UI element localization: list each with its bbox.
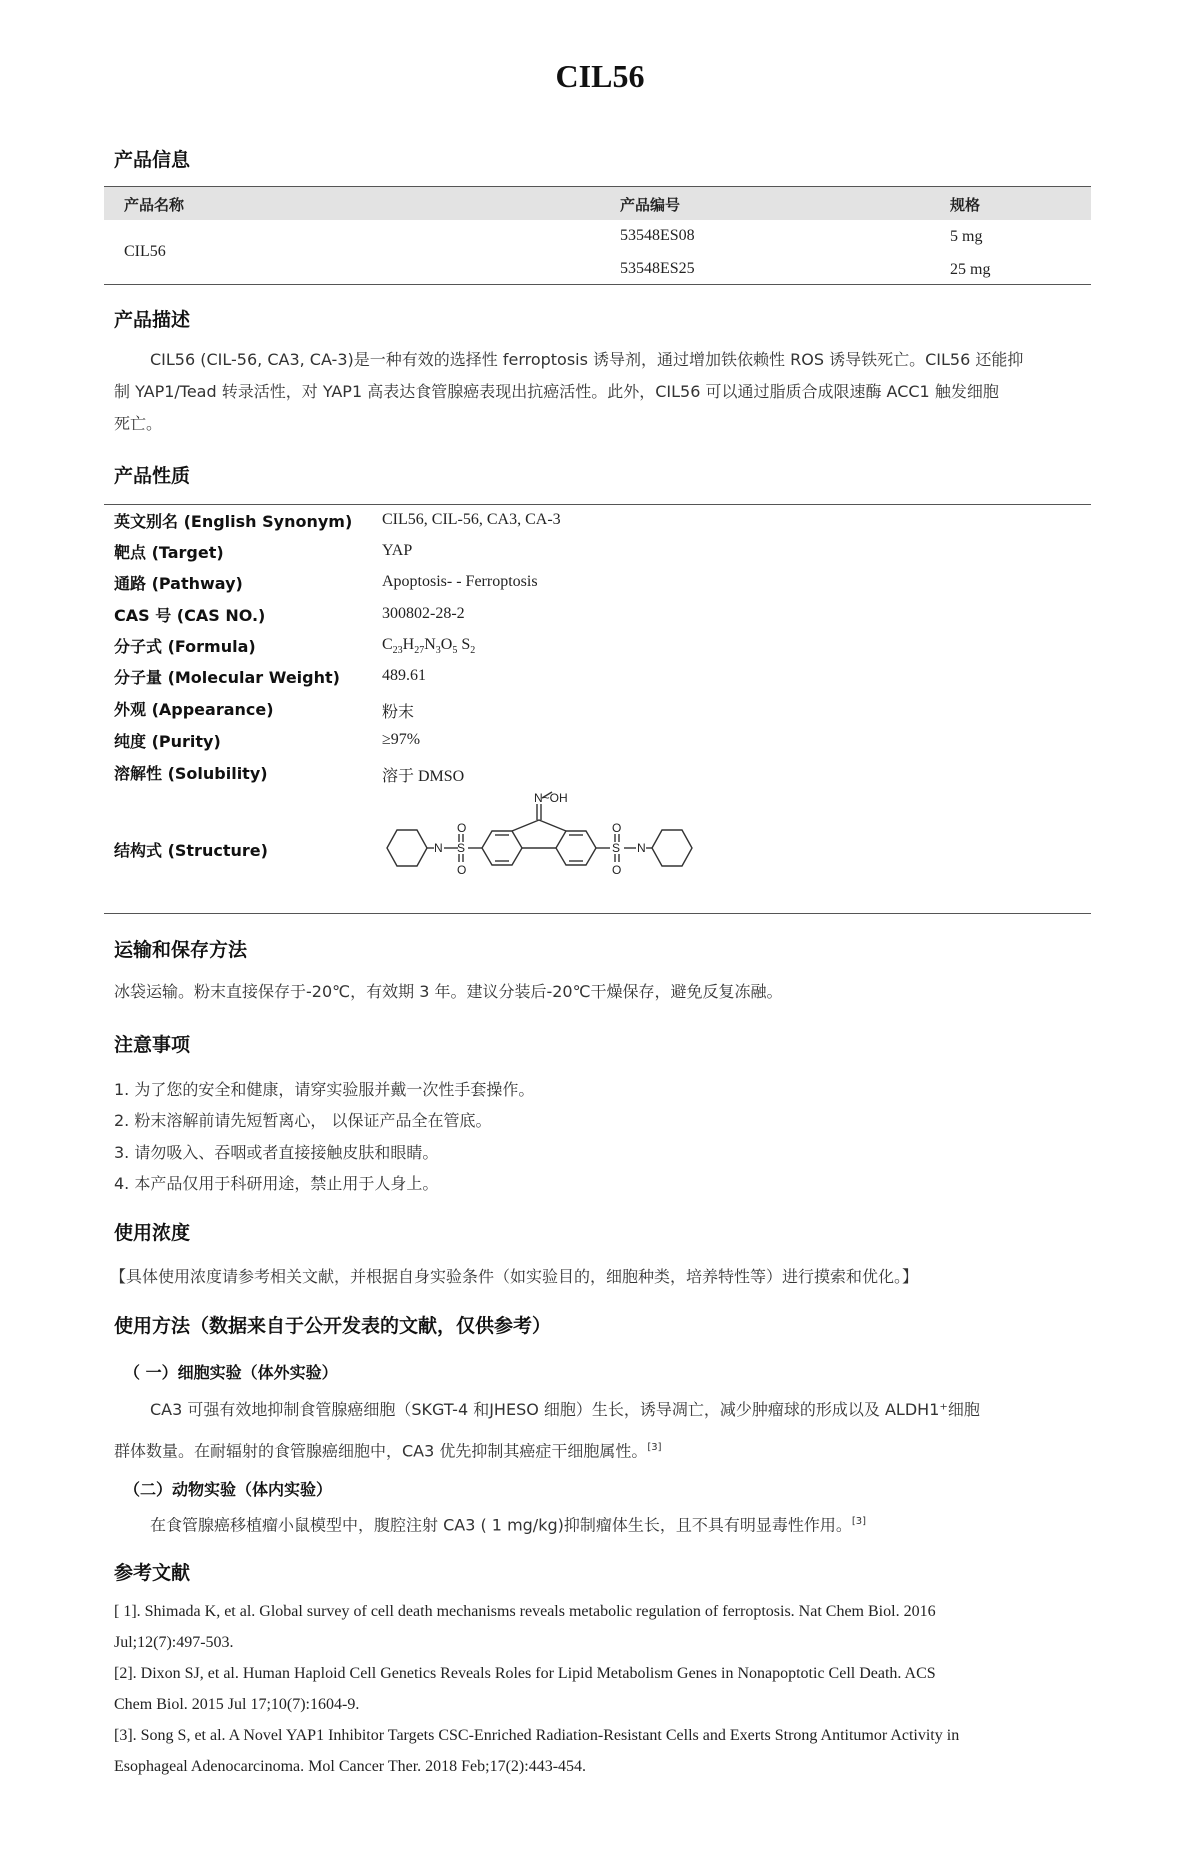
reference-item bbox=[114, 1658, 1086, 1720]
cell-experiment-line: 群体数量。在耐辐射的食管腺癌细胞中，CA3 优先抑制其癌症干细胞属性。[3] bbox=[114, 1441, 662, 1461]
section-heading-concentration: 使用浓度 bbox=[114, 1222, 191, 1244]
property-row bbox=[114, 697, 1094, 727]
section-heading-description: 产品描述 bbox=[114, 309, 191, 331]
property-value: YAP bbox=[382, 542, 413, 559]
nitrogen-label: N bbox=[434, 841, 443, 855]
property-label: 分子式 (Formula) bbox=[114, 637, 256, 656]
description-line: CIL56 (CIL-56, CA3, CA-3)是一种有效的选择性 ferroptosis 诱导剂，通过增加铁依赖性 ROS 诱导铁死亡。CIL56 还能抑 bbox=[150, 350, 1024, 369]
animal-experiment-line: 在食管腺癌移植瘤小鼠模型中，腹腔注射 CA3 ( 1 mg/kg)抑制瘤体生长，且不具有明显毒性作用。 bbox=[150, 1515, 852, 1535]
oxime-label: N~OH bbox=[534, 791, 568, 805]
property-label: 纯度 (Purity) bbox=[114, 732, 221, 751]
citation: [3] bbox=[647, 1442, 662, 1453]
cyclopentane-ring bbox=[512, 820, 566, 831]
property-label: 分子量 (Molecular Weight) bbox=[114, 668, 340, 687]
reference-item bbox=[114, 1596, 1086, 1658]
animal-experiment-heading: （二）动物实验（体内实验） bbox=[124, 1480, 333, 1499]
oxygen-label: O bbox=[612, 821, 622, 835]
sulfur-label: S bbox=[457, 841, 466, 855]
nitrogen-label: N bbox=[637, 841, 646, 855]
property-label: 溶解性 (Solubility) bbox=[114, 764, 268, 783]
header-name: 产品名称 bbox=[124, 196, 185, 214]
property-value: 粉末 bbox=[382, 704, 415, 721]
cell-experiment-line: CA3 可强有效地抑制食管腺癌细胞（SKGT-4 和JHESO 细胞）生长，诱导凋亡，减少肿瘤球的形成以及 ALDH1⁺细胞 bbox=[150, 1400, 980, 1419]
table-body bbox=[104, 220, 1091, 285]
property-row bbox=[114, 761, 1094, 791]
piperidine-ring bbox=[652, 830, 692, 866]
property-value: ≥97% bbox=[382, 731, 421, 748]
property-label: 通路 (Pathway) bbox=[114, 574, 243, 593]
property-label: 结构式 (Structure) bbox=[114, 841, 268, 860]
animal-experiment-paragraph bbox=[114, 1506, 1084, 1541]
reference-line: Jul;12(7):497-503. bbox=[114, 1634, 234, 1651]
piperidine-ring bbox=[387, 830, 427, 866]
property-row bbox=[114, 571, 1094, 601]
sulfur-label: S bbox=[612, 841, 621, 855]
product-info-table bbox=[104, 186, 1091, 285]
page-title: CIL56 bbox=[555, 58, 645, 94]
property-row bbox=[114, 665, 1094, 695]
property-label: 外观 (Appearance) bbox=[114, 700, 274, 719]
property-value: 溶于 DMSO bbox=[382, 768, 465, 785]
concentration-text: 【具体使用浓度请参考相关文献，并根据自身实验条件（如实验目的，细胞种类，培养特性等）进行摸索和优化。】 bbox=[110, 1267, 919, 1286]
property-label: 靶点 (Target) bbox=[114, 543, 224, 562]
note-item: 2. 粉末溶解前请先短暂离心， 以保证产品全在管底。 bbox=[114, 1111, 492, 1130]
reference-line: [3]. Song S, et al. A Novel YAP1 Inhibitor Targets CSC-Enriched Radiation-Resistant Cells and Exerts Strong Antitumor Activity in bbox=[114, 1727, 960, 1744]
property-value: CIL56, CIL-56, CA3, CA-3 bbox=[382, 511, 561, 528]
property-row bbox=[114, 634, 1094, 664]
benzene-ring bbox=[556, 831, 596, 865]
cell-experiment-paragraph bbox=[114, 1391, 1084, 1470]
formula-value: $C_{23}H_{27}N_3O_5$ $S_2$ bbox=[382, 636, 476, 657]
storage-text: 冰袋运输。粉末直接保存于-20℃，有效期 3 年。建议分装后-20℃干燥保存，避免反复冻融。 bbox=[114, 982, 783, 1001]
property-value: Apoptosis- - Ferroptosis bbox=[382, 573, 538, 590]
product-spec-cell: 25 mg bbox=[950, 261, 991, 278]
product-code-cell: 53548ES25 bbox=[620, 260, 695, 277]
reference-line: Chem Biol. 2015 Jul 17;10(7):1604-9. bbox=[114, 1696, 360, 1713]
property-row bbox=[114, 729, 1094, 759]
oxygen-label: O bbox=[612, 863, 622, 877]
section-heading-notes: 注意事项 bbox=[114, 1034, 191, 1056]
description-line: 死亡。 bbox=[114, 414, 163, 433]
section-heading-usage: 使用方法（数据来自于公开发表的文献，仅供参考） bbox=[114, 1315, 552, 1337]
chemical-structure-diagram bbox=[382, 788, 732, 908]
oxygen-label: O bbox=[457, 863, 467, 877]
divider bbox=[104, 913, 1091, 914]
section-heading-properties: 产品性质 bbox=[114, 465, 191, 487]
description-paragraph bbox=[114, 344, 1084, 440]
section-heading-product-info: 产品信息 bbox=[114, 149, 191, 171]
note-item: 1. 为了您的安全和健康，请穿实验服并戴一次性手套操作。 bbox=[114, 1080, 535, 1099]
reference-line: Esophageal Adenocarcinoma. Mol Cancer Ther. 2018 Feb;17(2):443-454. bbox=[114, 1758, 587, 1775]
citation: [3] bbox=[851, 1516, 867, 1527]
property-value: 300802-28-2 bbox=[382, 605, 465, 622]
table-header-row bbox=[104, 186, 1091, 220]
header-spec: 规格 bbox=[950, 196, 981, 214]
divider bbox=[104, 504, 1091, 505]
product-name-cell: CIL56 bbox=[124, 243, 166, 260]
product-spec-cell: 5 mg bbox=[950, 228, 983, 245]
note-item: 3. 请勿吸入、吞咽或者直接接触皮肤和眼睛。 bbox=[114, 1143, 439, 1162]
property-value: 489.61 bbox=[382, 667, 426, 684]
property-row bbox=[114, 509, 1094, 539]
reference-line: [2]. Dixon SJ, et al. Human Haploid Cell Genetics Reveals Roles for Lipid Metabolism Genes in Nonapoptotic Cell Death. ACS bbox=[114, 1665, 936, 1682]
property-row bbox=[114, 540, 1094, 570]
reference-item bbox=[114, 1720, 1086, 1782]
oxygen-label: O bbox=[457, 821, 467, 835]
property-row bbox=[114, 603, 1094, 633]
note-item: 4. 本产品仅用于科研用途，禁止用于人身上。 bbox=[114, 1174, 439, 1193]
benzene-ring bbox=[482, 831, 522, 865]
section-heading-storage: 运输和保存方法 bbox=[114, 939, 248, 961]
description-line: 制 YAP1/Tead 转录活性，对 YAP1 高表达食管腺癌表现出抗癌活性。此外，CIL56 可以通过脂质合成限速酶 ACC1 触发细胞 bbox=[114, 382, 999, 401]
property-label: 英文别名 (English Synonym) bbox=[114, 512, 353, 531]
section-heading-references: 参考文献 bbox=[114, 1562, 191, 1584]
cell-experiment-heading: （ 一）细胞实验（体外实验） bbox=[124, 1363, 338, 1382]
product-code-cell: 53548ES08 bbox=[620, 227, 695, 244]
property-label: CAS 号 (CAS NO.) bbox=[114, 606, 266, 625]
reference-line: [ 1]. Shimada K, et al. Global survey of cell death mechanisms reveals metabolic regulation of ferroptosis. Nat Chem Biol. 2016 bbox=[114, 1603, 936, 1620]
header-code: 产品编号 bbox=[620, 196, 681, 214]
